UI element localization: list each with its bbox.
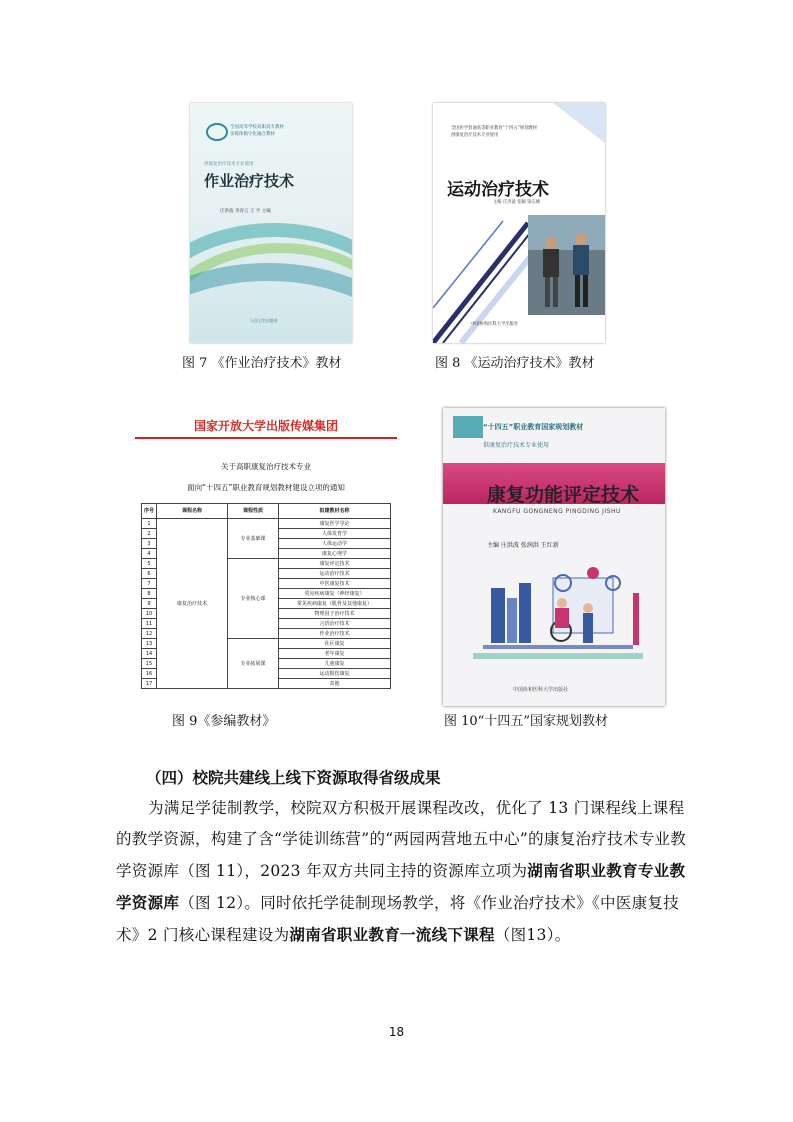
course-type: 专业核心课 — [228, 559, 279, 639]
textbook-name: 儿童康复 — [279, 659, 391, 669]
textbook-name: 其他 — [279, 679, 391, 689]
textbook-name: 常见疾病康复（神经康复） — [279, 589, 391, 599]
cover-title: 康复功能评定技术 — [487, 484, 640, 506]
section-paragraph — [116, 793, 688, 951]
textbook-name: 常见疾病康复（肌骨及其他康复） — [279, 599, 391, 609]
textbook-name: 康复评定技术 — [279, 559, 391, 569]
row-number: 11 — [142, 619, 157, 629]
row-number: 10 — [142, 609, 157, 619]
row-number: 2 — [142, 529, 157, 539]
cover-pinyin: KANGFU GONGNENG PINGDING JISHU — [493, 508, 621, 515]
textbook-name: 社区康复 — [279, 639, 391, 649]
figure-9-caption: 图 9《参编教材》 — [172, 714, 276, 729]
notice-line-1: 关于高职康复治疗技术专业 — [221, 462, 311, 471]
textbook-name: 人体运动学 — [279, 539, 391, 549]
paragraph-text: （图 12）。同时依托学徒制现场教学，将《作业治疗技术》《中医康复技术》2 门核心课程建设为 — [116, 894, 680, 944]
cover-authors: 庄洪波 李涛云 王 平 主编 — [220, 209, 271, 214]
table-header: 拟建教材名称 — [279, 504, 391, 519]
course-name: 康复治疗技术 — [157, 519, 228, 689]
row-number: 7 — [142, 579, 157, 589]
cover-illustration — [443, 553, 665, 683]
table-header: 课程名称 — [157, 504, 228, 519]
course-type: 专业基础课 — [228, 519, 279, 559]
cover-title: 作业治疗技术 — [204, 172, 295, 190]
row-number: 9 — [142, 599, 157, 609]
cover-tag: 供康复治疗技术专业使用 — [483, 442, 550, 449]
page-number: 18 — [388, 1025, 405, 1039]
cover-occupational-therapy — [190, 103, 352, 343]
cover-function-assessment — [443, 408, 665, 706]
textbook-name: 言语治疗技术 — [279, 619, 391, 629]
header-rule — [135, 437, 397, 439]
textbook-name: 物理因子治疗技术 — [279, 609, 391, 619]
textbook-name: 作业治疗技术 — [279, 629, 391, 639]
cover-series-1: 全国医学普通高等职业教育“十四五”规划教材 — [451, 126, 538, 131]
row-number: 16 — [142, 669, 157, 679]
course-type: 专业拓展课 — [228, 639, 279, 689]
cover-authors: 主编 庄洪波 张润洪 王红新 — [487, 542, 559, 549]
logo-icon — [453, 416, 483, 438]
row-number: 17 — [142, 679, 157, 689]
textbook-name: 康复心理学 — [279, 549, 391, 559]
notice-header: 国家开放大学出版传媒集团 — [193, 419, 338, 433]
row-number: 13 — [142, 639, 157, 649]
textbook-table — [141, 503, 391, 689]
row-number: 15 — [142, 659, 157, 669]
paragraph-text: 为满足学徒制教学，校院双方积极开展课程改改，优化了 13 门课程线上课程的教学资源，构建了含“学徒训练营”的“两园两营地五中心”的康复治疗技术专业教学资源库（图 11），2023 年双方共同主持的资源库立项为 — [116, 799, 687, 880]
row-number: 1 — [142, 519, 157, 529]
notice-line-2: 面向“十四五”职业教育规划教材建设立项的通知 — [187, 483, 345, 492]
figure-10-caption: 图 10“十四五”国家规划教材 — [444, 714, 608, 729]
figure-8-caption: 图 8 《运动治疗技术》教材 — [435, 356, 595, 371]
bold-highlight: 湖南省职业教育一流线下课程 — [289, 925, 495, 944]
cover-exercise-therapy — [433, 103, 605, 343]
textbook-name: 运动损伤康复 — [279, 669, 391, 679]
decorative-wave — [190, 263, 352, 343]
table-header: 课程性质 — [228, 504, 279, 519]
row-number: 14 — [142, 649, 157, 659]
textbook-name: 运动治疗技术 — [279, 569, 391, 579]
textbook-name: 老年康复 — [279, 649, 391, 659]
row-number: 8 — [142, 589, 157, 599]
row-number: 12 — [142, 629, 157, 639]
bold-highlight: 湖南省职业教育专业教学资源库 — [116, 861, 686, 912]
textbook-name: 康复医学导论 — [279, 519, 391, 529]
section-heading: （四）校院共建线上线下资源取得省级成果 — [146, 769, 441, 787]
figure-7-caption: 图 7 《作业治疗技术》教材 — [182, 356, 342, 371]
cover-publisher: 中国协和医科大学出版社 — [471, 322, 519, 327]
logo-icon — [206, 123, 228, 141]
cover-title: 运动治疗技术 — [447, 180, 549, 200]
row-number: 5 — [142, 559, 157, 569]
cover-series-1: 全国高等学校高职高专教材 — [230, 125, 284, 130]
cover-series-2: 多媒体数字化融合教材 — [230, 132, 275, 137]
table-header: 序号 — [142, 504, 157, 519]
row-number: 3 — [142, 539, 157, 549]
notice-document — [135, 413, 397, 691]
cover-publisher: 人民卫生出版社 — [250, 318, 278, 323]
textbook-name: 中医康复技术 — [279, 579, 391, 589]
cover-tag: 供康复治疗技术专业使用 — [204, 162, 254, 167]
textbook-name: 人体发育学 — [279, 529, 391, 539]
cover-publisher: 中国协和医科大学出版社 — [513, 687, 569, 693]
cover-authors: 主编 庄洪波 张颖 梁志刚 — [493, 200, 541, 205]
row-number: 6 — [142, 569, 157, 579]
table-row — [142, 519, 391, 529]
cover-series: “十四五”职业教育国家规划教材 — [483, 423, 584, 431]
row-number: 4 — [142, 549, 157, 559]
cover-art — [433, 103, 605, 343]
paragraph-text: （图13）。 — [494, 926, 571, 944]
cover-series-2: 供康复治疗技术专业使用 — [451, 133, 499, 138]
